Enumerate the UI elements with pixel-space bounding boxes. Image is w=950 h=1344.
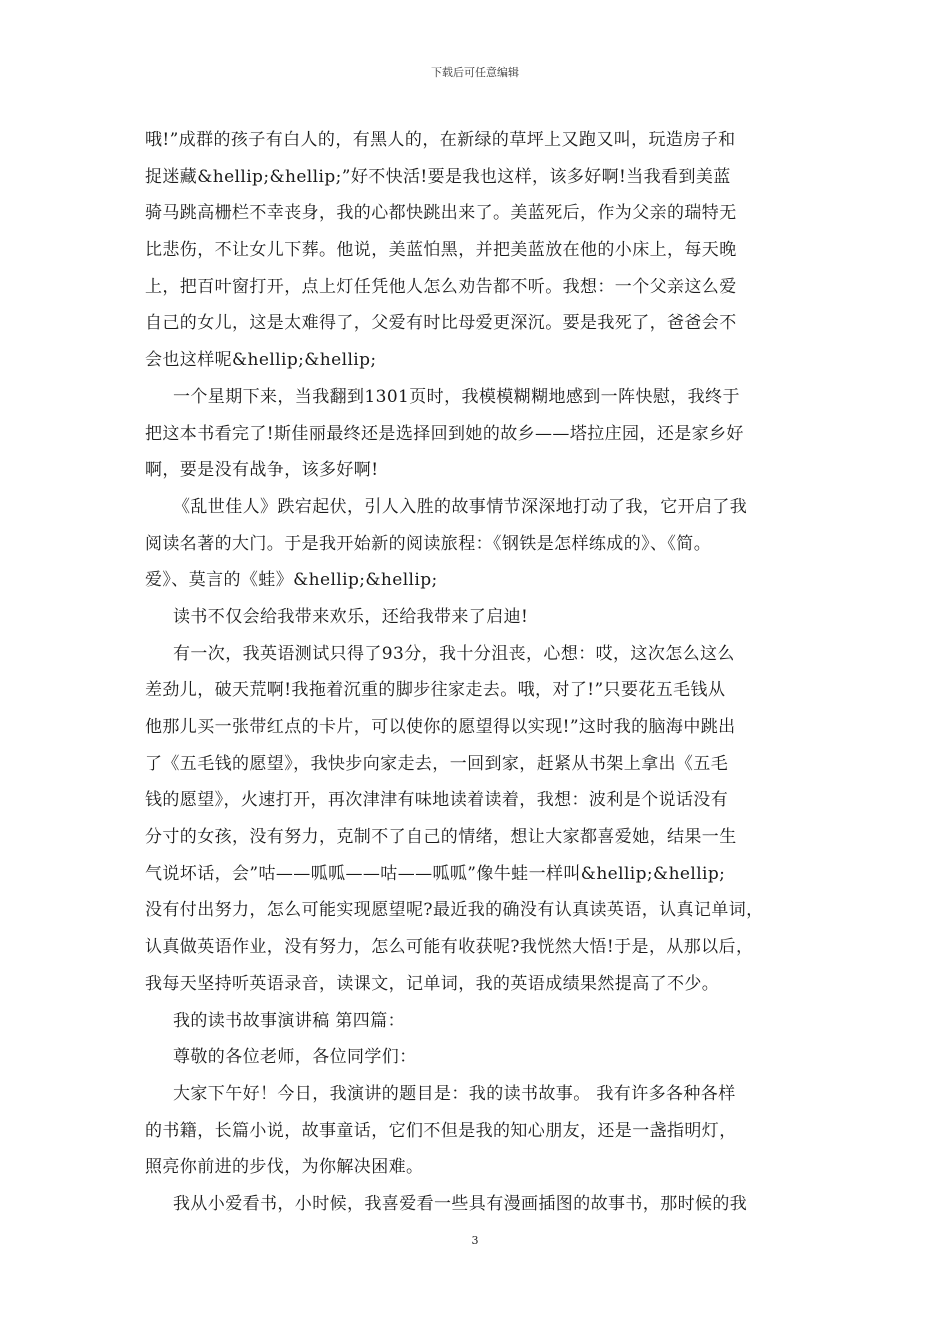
text-line: 我每天坚持听英语录音，读课文，记单词，我的英语成绩果然提高了不少。 <box>145 973 720 994</box>
text-line: 气说坏话，会”咕——呱呱——咕——呱呱”像牛蛙一样叫&hellip;&hellip; <box>145 863 726 884</box>
text-line: 会也这样呢&hellip;&hellip; <box>145 350 377 371</box>
text-line: 阅读名著的大门。于是我开始新的阅读旅程：《钢铁是怎样练成的》、《简。 <box>145 533 712 554</box>
text-line: 了《五毛钱的愿望》，我快步向家走去，一回到家，赶紧从书架上拿出《五毛 <box>145 753 729 774</box>
text-line: 捉迷藏&hellip;&hellip;”好不快活!要是我也这样，该多好啊!当我看到美蓝 <box>145 166 731 187</box>
text-line: 我从小爱看书，小时候，我喜爱看一些具有漫画插图的故事书，那时候的我 <box>173 1193 748 1214</box>
page-header: 下载后可任意编辑 <box>431 66 519 79</box>
text-line: 差劲儿，破天荒啊!我拖着沉重的脚步往家走去。哦，对了!”只要花五毛钱从 <box>145 680 726 701</box>
document-body <box>145 122 815 1223</box>
text-line: 爱》、莫言的《蛙》&hellip;&hellip; <box>145 570 438 591</box>
text-line: 比悲伤，不让女儿下葬。他说，美蓝怕黑，并把美蓝放在他的小床上，每天晚 <box>145 240 737 261</box>
section-heading: 我的读书故事演讲稿 第四篇： <box>173 1010 406 1031</box>
text-line: 的书籍，长篇小说，故事童话，它们不但是我的知心朋友，还是一盏指明灯， <box>145 1120 737 1141</box>
text-line: 尊敬的各位老师，各位同学们： <box>173 1047 417 1068</box>
page-number: 3 <box>471 1234 479 1247</box>
text-line: 分寸的女孩，没有努力，克制不了自己的情绪，想让大家都喜爱她，结果一生 <box>145 827 737 848</box>
text-line: 读书不仅会给我带来欢乐，还给我带来了启迪! <box>173 606 529 627</box>
text-line: 骑马跳高栅栏不幸丧身，我的心都快跳出来了。美蓝死后，作为父亲的瑞特无 <box>145 203 737 224</box>
text-line: 把这本书看完了!斯佳丽最终还是选择回到她的故乡——塔拉庄园，还是家乡好 <box>145 423 744 444</box>
text-line: 《乱世佳人》跌宕起伏，引人入胜的故事情节深深地打动了我，它开启了我 <box>173 496 748 517</box>
text-line: 有一次，我英语测试只得了93分，我十分沮丧，心想：哎，这次怎么这么 <box>173 643 735 664</box>
text-line: 啊，要是没有战争，该多好啊! <box>145 460 379 481</box>
text-line: 没有付出努力，怎么可能实现愿望呢?最近我的确没有认真读英语，认真记单词， <box>145 900 764 921</box>
text-line: 哦!”成群的孩子有白人的，有黑人的，在新绿的草坪上又跑又叫，玩造房子和 <box>145 130 736 150</box>
text-line: 大家下午好！今日，我演讲的题目是：我的读书故事。 我有许多各种各样 <box>173 1083 736 1104</box>
text-line: 他那儿买一张带红点的卡片，可以使你的愿望得以实现!”这时我的脑海中跳出 <box>145 717 736 737</box>
text-line: 一个星期下来，当我翻到1301页时，我模模糊糊地感到一阵快慰，我终于 <box>173 386 740 407</box>
text-line: 照亮你前进的步伐，为你解决困难。 <box>145 1157 424 1178</box>
text-line: 钱的愿望》，火速打开，再次津津有味地读着读着，我想：波利是个说话没有 <box>145 790 729 811</box>
text-line: 认真做英语作业，没有努力，怎么可能有收获呢?我恍然大悟!于是，从那以后， <box>145 937 754 958</box>
text-line: 自己的女儿，这是太难得了，父爱有时比母爱更深沉。要是我死了，爸爸会不 <box>145 313 737 334</box>
text-line: 上，把百叶窗打开，点上灯任凭他人怎么劝告都不听。我想：一个父亲这么爱 <box>145 276 737 297</box>
